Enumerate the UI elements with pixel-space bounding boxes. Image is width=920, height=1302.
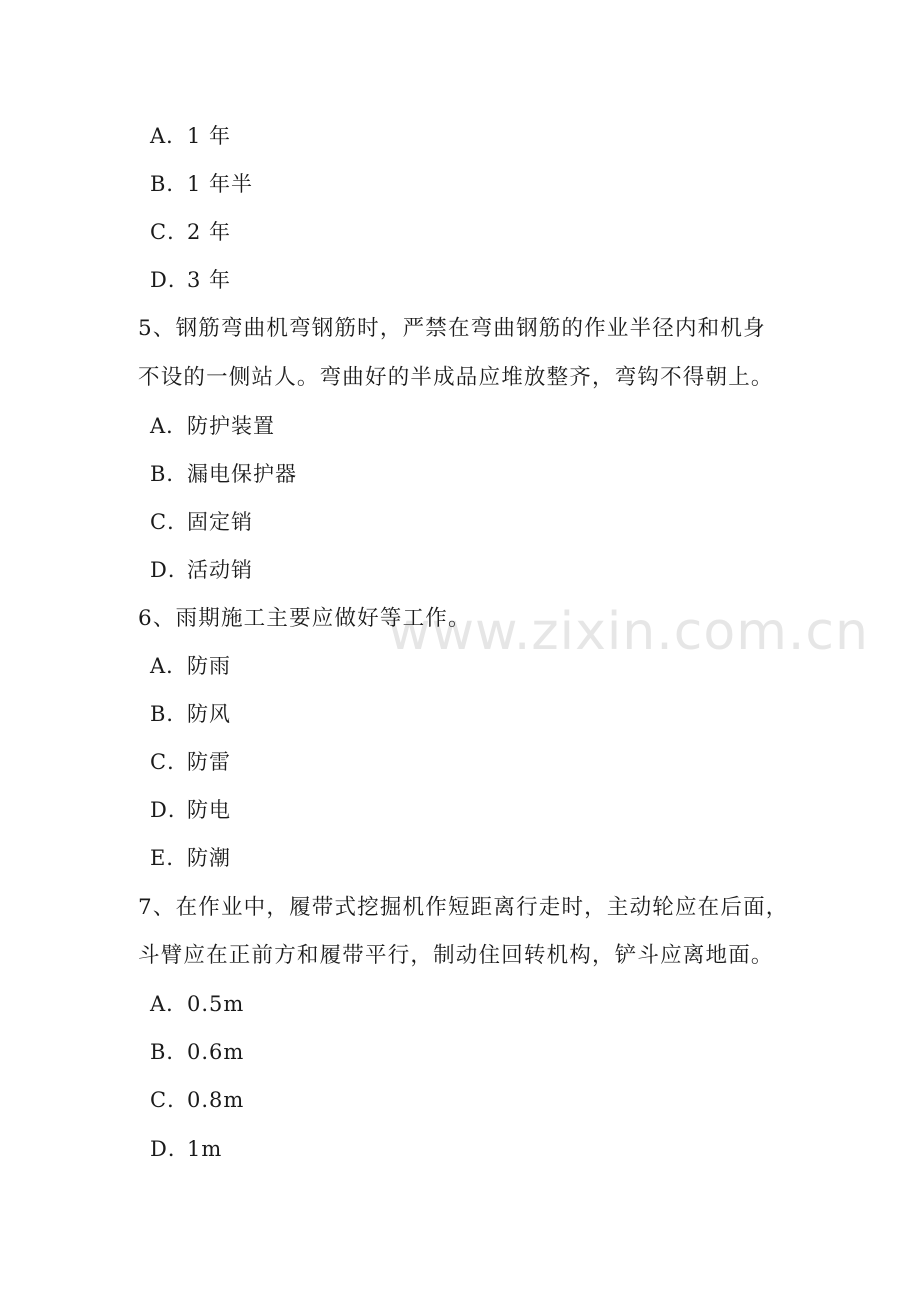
option-letter: B．: [150, 702, 189, 726]
option-e: [150, 848, 231, 869]
option-letter: D．: [150, 558, 190, 582]
option-letter: D．: [150, 798, 190, 822]
option-letter: A．: [150, 414, 189, 438]
option-letter: C．: [150, 220, 190, 244]
option-text: 3 年: [187, 268, 232, 292]
option-a: [150, 994, 244, 1015]
option-c: [150, 752, 231, 773]
option-b: [150, 464, 297, 485]
option-text: 2 年: [187, 220, 232, 244]
option-letter: B．: [150, 462, 189, 486]
option-c: [150, 512, 253, 533]
question-7-line-2: 斗臂应在正前方和履带平行，制动住回转机构，铲斗应离地面。: [138, 943, 774, 968]
question-5-line-2: 不设的一侧站人。弯曲好的半成品应堆放整齐，弯钩不得朝上。: [138, 365, 774, 390]
option-text: 防电: [187, 798, 231, 822]
option-text: 漏电保护器: [187, 462, 297, 486]
option-d: [150, 270, 231, 291]
option-text: 防护装置: [187, 414, 275, 438]
option-letter: D．: [150, 268, 190, 292]
option-text: 0.6m: [187, 1040, 245, 1064]
option-letter: A．: [150, 992, 189, 1016]
option-text: 0.8m: [187, 1088, 245, 1112]
option-b: [150, 704, 231, 725]
option-text: 0.5m: [187, 992, 245, 1016]
option-letter: C．: [150, 750, 190, 774]
option-text: 防雷: [187, 750, 231, 774]
option-c: [150, 1090, 244, 1111]
question-7-line-1: 7、在作业中，履带式挖掘机作短距离行走时，主动轮应在后面，: [138, 895, 789, 920]
option-letter: A．: [150, 124, 189, 148]
option-a: [150, 656, 231, 677]
option-letter: E．: [150, 846, 189, 870]
option-text: 1m: [187, 1137, 223, 1161]
option-d: [150, 560, 253, 581]
option-a: [150, 416, 275, 437]
option-text: 防风: [187, 702, 231, 726]
option-text: 1 年: [187, 124, 232, 148]
option-letter: D．: [150, 1137, 190, 1161]
option-text: 防雨: [187, 654, 231, 678]
watermark: www.zixin.com.cn: [388, 602, 869, 662]
option-letter: C．: [150, 1088, 190, 1112]
option-text: 固定销: [187, 510, 253, 534]
option-text: 活动销: [187, 558, 253, 582]
option-a: [150, 126, 231, 147]
option-text: 1 年半: [187, 172, 254, 196]
option-letter: C．: [150, 510, 190, 534]
option-d: [150, 800, 231, 821]
option-d: [150, 1139, 222, 1160]
question-6-line-1: 6、雨期施工主要应做好等工作。: [138, 606, 471, 631]
question-5-line-1: 5、钢筋弯曲机弯钢筋时，严禁在弯曲钢筋的作业半径内和机身: [138, 316, 766, 341]
option-letter: A．: [150, 654, 189, 678]
option-b: [150, 174, 253, 195]
option-text: 防潮: [187, 846, 231, 870]
option-b: [150, 1042, 244, 1063]
option-letter: B．: [150, 172, 189, 196]
option-c: [150, 222, 231, 243]
option-letter: B．: [150, 1040, 189, 1064]
